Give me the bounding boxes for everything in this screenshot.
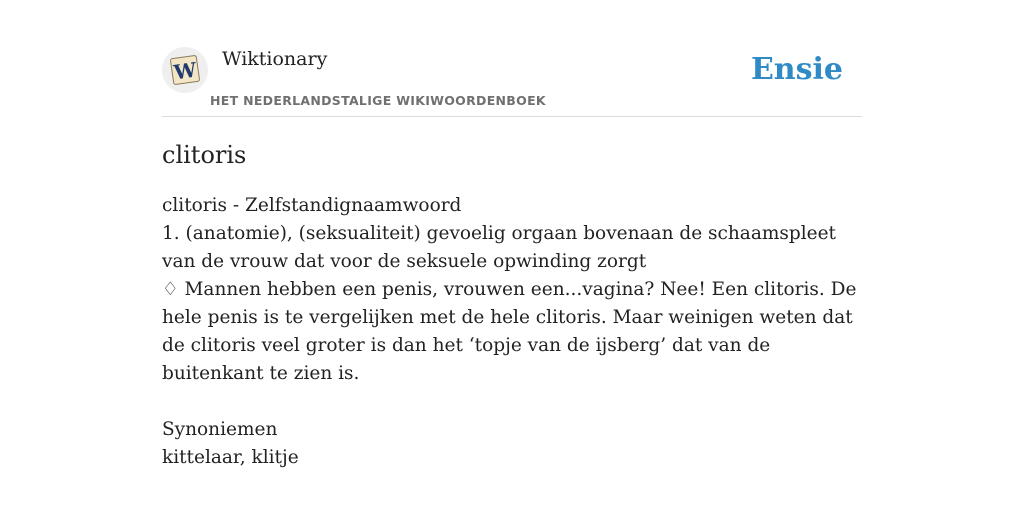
- part-of-speech: clitoris - Zelfstandignaamwoord: [162, 195, 462, 216]
- synonyms-heading: Synoniemen: [162, 419, 278, 440]
- definition: 1. (anatomie), (seksualiteit) gevoelig orgaan bovenaan de schaamspleet van de vrouw dat voor de seksuele opwinding zorgt: [162, 223, 836, 272]
- synonyms-list: kittelaar, klitje: [162, 447, 299, 468]
- spacer: [162, 388, 862, 416]
- example-sentence: ♢ Mannen hebben een penis, vrouwen een...vagina? Nee! Een clitoris. De hele penis is te vergelijken met de hele clitoris. Maar weinigen weten dat de clitoris veel groter is dan het ‘topje van de ijsberg’ dat van de buitenkant te zien is.: [162, 279, 857, 384]
- logo-tile: [168, 53, 202, 87]
- wiktionary-logo-icon[interactable]: [162, 47, 208, 93]
- site-name[interactable]: Wiktionary: [222, 48, 328, 70]
- ensie-brand-link[interactable]: Ensie: [750, 52, 843, 87]
- page-title: clitoris: [162, 141, 247, 169]
- site-tagline: HET NEDERLANDSTALIGE WIKIWOORDENBOEK: [210, 93, 546, 108]
- entry-card: [162, 0, 862, 468]
- logo-letter: W: [172, 57, 198, 85]
- site-header: [162, 0, 862, 117]
- entry-content: [162, 192, 862, 472]
